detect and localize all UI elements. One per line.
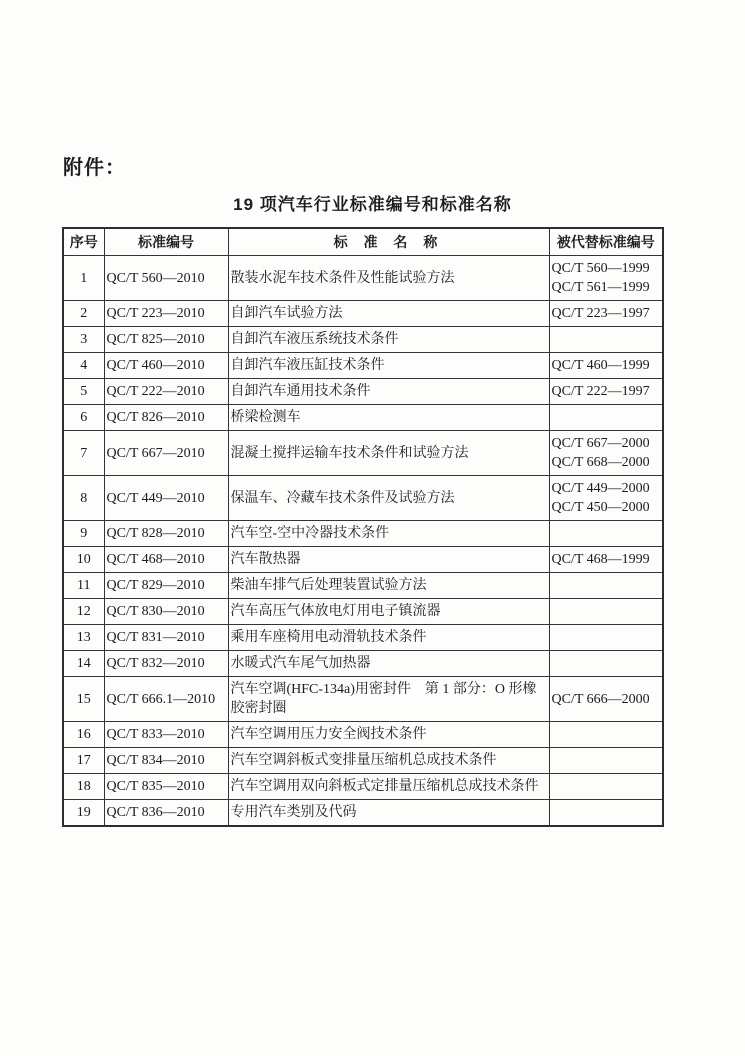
table-row (63, 256, 663, 301)
table-row (63, 625, 663, 651)
table-row (63, 774, 663, 800)
row-serial-number: 12 (63, 599, 104, 625)
table-row (63, 800, 663, 827)
replaced-codes (549, 353, 663, 379)
replaced-codes (549, 256, 663, 301)
replaced-code-line: QC/T 667—2000 (551, 436, 650, 451)
standard-code: QC/T 831—2010 (104, 625, 228, 651)
replaced-code-line: QC/T 460—1999 (551, 358, 650, 373)
replaced-code-line: QC/T 668—2000 (551, 455, 650, 470)
replaced-codes (549, 625, 663, 651)
standards-table-container (62, 227, 662, 827)
page-title: 19 项汽车行业标准编号和标准名称 (233, 195, 512, 214)
standard-code: QC/T 828—2010 (104, 521, 228, 547)
standard-name: 散装水泥车技术条件及性能试验方法 (228, 256, 549, 301)
table-row (63, 301, 663, 327)
row-serial-number: 19 (63, 800, 104, 827)
standard-code: QC/T 835—2010 (104, 774, 228, 800)
replaced-code-line: QC/T 450—2000 (551, 500, 650, 515)
standard-code: QC/T 832—2010 (104, 651, 228, 677)
standard-code: QC/T 223—2010 (104, 301, 228, 327)
replaced-code-line: QC/T 468—1999 (551, 552, 650, 567)
replaced-codes (549, 599, 663, 625)
table-row (63, 599, 663, 625)
column-header-code: 标准编号 (104, 228, 228, 256)
table-row (63, 521, 663, 547)
row-serial-number: 4 (63, 353, 104, 379)
row-serial-number: 7 (63, 431, 104, 476)
standard-name: 汽车散热器 (228, 547, 549, 573)
standard-name: 汽车空调用双向斜板式定排量压缩机总成技术条件 (228, 774, 549, 800)
table-row (63, 573, 663, 599)
standard-name: 桥梁检测车 (228, 405, 549, 431)
column-header-name: 标 准 名 称 (228, 228, 549, 256)
standard-code: QC/T 825—2010 (104, 327, 228, 353)
replaced-codes (549, 774, 663, 800)
replaced-codes (549, 800, 663, 827)
standard-name: 汽车高压气体放电灯用电子镇流器 (228, 599, 549, 625)
table-row (63, 353, 663, 379)
standard-code: QC/T 834—2010 (104, 748, 228, 774)
standard-name: 自卸汽车试验方法 (228, 301, 549, 327)
standard-code: QC/T 460—2010 (104, 353, 228, 379)
table-row (63, 431, 663, 476)
row-serial-number: 11 (63, 573, 104, 599)
table-row (63, 379, 663, 405)
replaced-code-line: QC/T 222—1997 (551, 384, 650, 399)
replaced-codes (549, 651, 663, 677)
replaced-codes (549, 476, 663, 521)
row-serial-number: 2 (63, 301, 104, 327)
replaced-codes (549, 573, 663, 599)
row-serial-number: 17 (63, 748, 104, 774)
standard-code: QC/T 449—2010 (104, 476, 228, 521)
replaced-codes (549, 327, 663, 353)
standard-code: QC/T 468—2010 (104, 547, 228, 573)
column-header-serial: 序号 (63, 228, 104, 256)
standard-name: 保温车、冷藏车技术条件及试验方法 (228, 476, 549, 521)
table-row (63, 748, 663, 774)
row-serial-number: 9 (63, 521, 104, 547)
row-serial-number: 8 (63, 476, 104, 521)
row-serial-number: 1 (63, 256, 104, 301)
row-serial-number: 5 (63, 379, 104, 405)
header-row (63, 228, 663, 256)
standard-name: 水暖式汽车尾气加热器 (228, 651, 549, 677)
replaced-codes (549, 379, 663, 405)
replaced-codes (549, 431, 663, 476)
replaced-code-line: QC/T 561—1999 (551, 280, 650, 295)
table-row (63, 722, 663, 748)
standard-code: QC/T 836—2010 (104, 800, 228, 827)
replaced-code-line: QC/T 666—2000 (551, 691, 650, 707)
row-serial-number: 6 (63, 405, 104, 431)
standard-code: QC/T 830—2010 (104, 599, 228, 625)
table-row (63, 651, 663, 677)
table-row (63, 327, 663, 353)
standard-name: 专用汽车类别及代码 (228, 800, 549, 827)
standard-code: QC/T 829—2010 (104, 573, 228, 599)
row-serial-number: 13 (63, 625, 104, 651)
replaced-codes (549, 405, 663, 431)
replaced-codes (549, 521, 663, 547)
standard-code: QC/T 826—2010 (104, 405, 228, 431)
table-row (63, 677, 663, 722)
standard-name: 自卸汽车通用技术条件 (228, 379, 549, 405)
table-header (63, 228, 663, 256)
standard-code: QC/T 560—2010 (104, 256, 228, 301)
standard-name: 汽车空调用压力安全阀技术条件 (228, 722, 549, 748)
row-serial-number: 16 (63, 722, 104, 748)
standard-name: 混凝土搅拌运输车技术条件和试验方法 (228, 431, 549, 476)
attachment-label: 附件： (63, 157, 126, 179)
standard-name: 汽车空调(HFC-134a)用密封件 第 1 部分：O 形橡胶密封圈 (228, 677, 549, 722)
standard-code: QC/T 666.1—2010 (104, 677, 228, 722)
standard-code: QC/T 667—2010 (104, 431, 228, 476)
standard-name: 自卸汽车液压缸技术条件 (228, 353, 549, 379)
replaced-codes (549, 677, 663, 722)
standard-name: 乘用车座椅用电动滑轨技术条件 (228, 625, 549, 651)
table-row (63, 405, 663, 431)
standard-code: QC/T 833—2010 (104, 722, 228, 748)
table-row (63, 547, 663, 573)
standards-table (62, 227, 664, 827)
replaced-code-line: QC/T 223—1997 (551, 306, 650, 321)
replaced-code-line: QC/T 449—2000 (551, 481, 650, 496)
standard-code: QC/T 222—2010 (104, 379, 228, 405)
replaced-codes (549, 547, 663, 573)
row-serial-number: 10 (63, 547, 104, 573)
row-serial-number: 18 (63, 774, 104, 800)
replaced-codes (549, 748, 663, 774)
row-serial-number: 14 (63, 651, 104, 677)
replaced-code-line: QC/T 560—1999 (551, 261, 650, 276)
replaced-codes (549, 722, 663, 748)
row-serial-number: 3 (63, 327, 104, 353)
standard-name: 柴油车排气后处理装置试验方法 (228, 573, 549, 599)
row-serial-number: 15 (63, 677, 104, 722)
table-body (63, 256, 663, 827)
replaced-codes (549, 301, 663, 327)
standard-name: 自卸汽车液压系统技术条件 (228, 327, 549, 353)
column-header-replaced: 被代替标准编号 (549, 228, 663, 256)
table-row (63, 476, 663, 521)
standard-name: 汽车空调斜板式变排量压缩机总成技术条件 (228, 748, 549, 774)
standard-name: 汽车空-空中冷器技术条件 (228, 521, 549, 547)
